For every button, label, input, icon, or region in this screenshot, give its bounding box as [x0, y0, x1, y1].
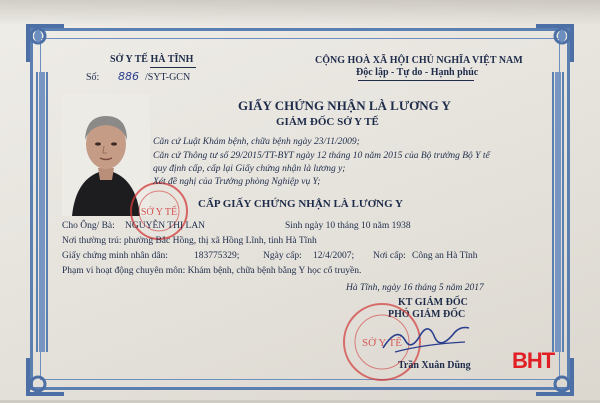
basis-line-4: Xét đề nghị của Trưởng phòng Nghiệp vụ Y; — [153, 177, 321, 187]
issuing-authority: GIÁM ĐỐC SỞ Y TẾ — [276, 116, 379, 128]
issuer-underline — [150, 67, 196, 68]
id-label: Giấy chứng minh nhân dân: — [62, 251, 168, 261]
number-label: Số: — [86, 72, 100, 83]
basis-line-3: quy định cấp, cấp lại Giấy chứng nhận là lương y; — [153, 164, 346, 174]
person-residence: Nơi thường trú: phường Bắc Hồng, thị xã Hồng Lĩnh, tỉnh Hà Tĩnh — [62, 236, 317, 246]
handwritten-signature — [375, 318, 475, 358]
bht-watermark-logo: BHT — [512, 348, 555, 373]
issue-place-value: Công an Hà Tĩnh — [412, 251, 478, 261]
person-name: NGUYỄN THỊ LAN — [125, 221, 206, 231]
issue-place-label: Nơi cấp: — [373, 251, 406, 261]
motto: Độc lập - Tự do - Hạnh phúc — [356, 67, 479, 78]
right-border-ornament — [550, 72, 566, 352]
person-birth: Sinh ngày 10 tháng 10 năm 1938 — [285, 221, 411, 231]
basis-line-2: Căn cứ Thông tư số 29/2015/TT-BYT ngày 12 tháng 10 năm 2015 của Bộ trưởng Bộ Y tế — [153, 151, 490, 161]
official-stamp-photo — [128, 180, 190, 242]
practice-scope: Phạm vi hoạt động chuyên môn: Khám bệnh, chữa bệnh bằng Y học cổ truyền. — [62, 266, 362, 276]
stamp-text-signature: SỞ Y TẾ — [362, 337, 402, 349]
number-suffix: /SYT-GCN — [145, 72, 191, 83]
person-name-label: Cho Ông/ Bà: — [62, 221, 115, 231]
signer-role-1: KT GIÁM ĐỐC — [398, 297, 468, 308]
top-shadow — [0, 0, 600, 26]
signer-role-2: PHÓ GIÁM ĐỐC — [388, 309, 466, 320]
number-value: 886 — [118, 70, 139, 83]
basis-line-1: Căn cứ Luật Khám bệnh, chữa bệnh ngày 23/11/2009; — [153, 137, 360, 147]
country-name: CỘNG HOÀ XÃ HỘI CHỦ NGHĨA VIỆT NAM — [315, 55, 523, 66]
certificate-title: GIẤY CHỨNG NHẬN LÀ LƯƠNG Y — [238, 98, 451, 113]
issue-date-value: 12/4/2007; — [313, 251, 355, 261]
issuer-name: SỞ Y TẾ HÀ TĨNH — [110, 54, 194, 65]
grant-heading: CẤP GIẤY CHỨNG NHẬN LÀ LƯƠNG Y — [198, 198, 403, 210]
stamp-text-photo: SỞ Y TẾ — [140, 207, 178, 218]
id-value: 183775329; — [194, 251, 240, 261]
corner-ornament-bottom-left — [24, 354, 68, 398]
issue-date-label: Ngày cấp: — [263, 251, 302, 261]
place-date: Hà Tĩnh, ngày 16 tháng 5 năm 2017 — [346, 283, 484, 293]
left-border-ornament — [34, 72, 50, 352]
corner-ornament-top-right — [532, 22, 576, 66]
motto-underline — [358, 80, 474, 81]
signer-name: Trần Xuân Dũng — [398, 360, 471, 371]
corner-ornament-top-left — [24, 22, 68, 66]
